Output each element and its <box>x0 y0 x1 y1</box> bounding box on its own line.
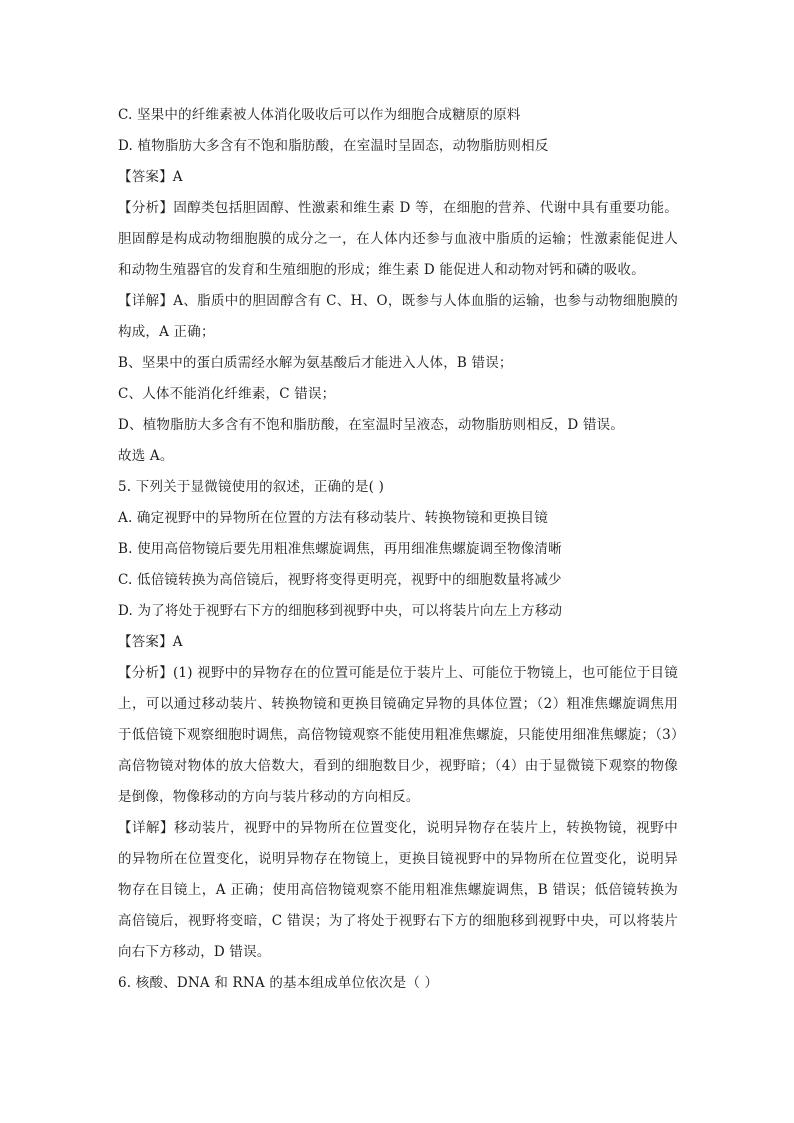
q4-detail-a: 【详解】A、脂质中的胆固醇含有 C、H、O，既参与人体血脂的运输，也参与动物细胞膜的构成，A 正确； <box>118 293 678 340</box>
document-body <box>118 100 678 999</box>
q4-detail-d: D、植物脂肪大多含有不饱和脂肪酸，在室温时呈液态，动物脂肪则相反，D 错误。 <box>118 417 625 433</box>
q5-option-a: A. 确定视野中的异物所在位置的方法有移动装片、转换物镜和更换目镜 <box>118 510 548 526</box>
q4-detail-b: B、坚果中的蛋白质需经水解为氨基酸后才能进入人体，B 错误； <box>118 355 513 371</box>
q5-stem: 5. 下列关于显微镜使用的叙述，正确的是( ) <box>118 479 385 495</box>
q4-answer: 【答案】A <box>118 169 183 185</box>
q5-option-d: D. 为了将处于视野右下方的细胞移到视野中央，可以将装片向左上方移动 <box>118 603 563 619</box>
q5-detail: 【详解】移动装片，视野中的异物所在位置变化，说明异物存在装片上，转换物镜，视野中的异物所在位置变化，说明异物存在物镜上，更换目镜视野中的异物所在位置变化，说明异物存在目镜上，A 正确；使用高倍物镜观察不能用粗准焦螺旋调焦，B 错误；低倍镜转换为高倍镜后，视野将变暗，C 错误；为了将处于视野右下方的细胞移到视野中央，可以将装片向右下方移动，D 错误。 <box>118 820 678 960</box>
q6-stem: 6. 核酸、DNA 和 RNA 的基本组成单位依次是（ ） <box>118 975 439 991</box>
q4-option-c: C. 坚果中的纤维素被人体消化吸收后可以作为细胞合成糖原的原料 <box>118 107 521 123</box>
q4-analysis: 【分析】固醇类包括胆固醇、性激素和维生素 D 等，在细胞的营养、代谢中具有重要功能。胆固醇是构成动物细胞膜的成分之一，在人体内还参与血液中脂质的运输；性激素能促进人和动物生殖器官的发育和生殖细胞的形成；维生素 D 能促进人和动物对钙和磷的吸收。 <box>118 200 678 278</box>
q5-analysis: 【分析】(1) 视野中的异物存在的位置可能是位于装片上、可能位于物镜上，也可能位于目镜上，可以通过移动装片、转换物镜和更换目镜确定异物的具体位置；（2）粗准焦螺旋调焦用于低倍镜下观察细胞时调焦，高倍物镜观察不能使用粗准焦螺旋，只能使用细准焦螺旋；（3）高倍物镜对物体的放大倍数大，看到的细胞数目少，视野暗；（4）由于显微镜下观察的物像是倒像，物像移动的方向与装片移动的方向相反。 <box>118 665 678 805</box>
q5-option-b: B. 使用高倍物镜后要先用粗准焦螺旋调焦，再用细准焦螺旋调至物像清晰 <box>118 541 562 557</box>
q4-option-d: D. 植物脂肪大多含有不饱和脂肪酸，在室温时呈固态，动物脂肪则相反 <box>118 138 549 154</box>
q4-choice: 故选 A。 <box>118 448 174 464</box>
q4-detail-c: C、人体不能消化纤维素，C 错误； <box>118 386 336 402</box>
q5-answer: 【答案】A <box>118 634 183 650</box>
q5-option-c: C. 低倍镜转换为高倍镜后，视野将变得更明亮，视野中的细胞数量将减少 <box>118 572 562 588</box>
